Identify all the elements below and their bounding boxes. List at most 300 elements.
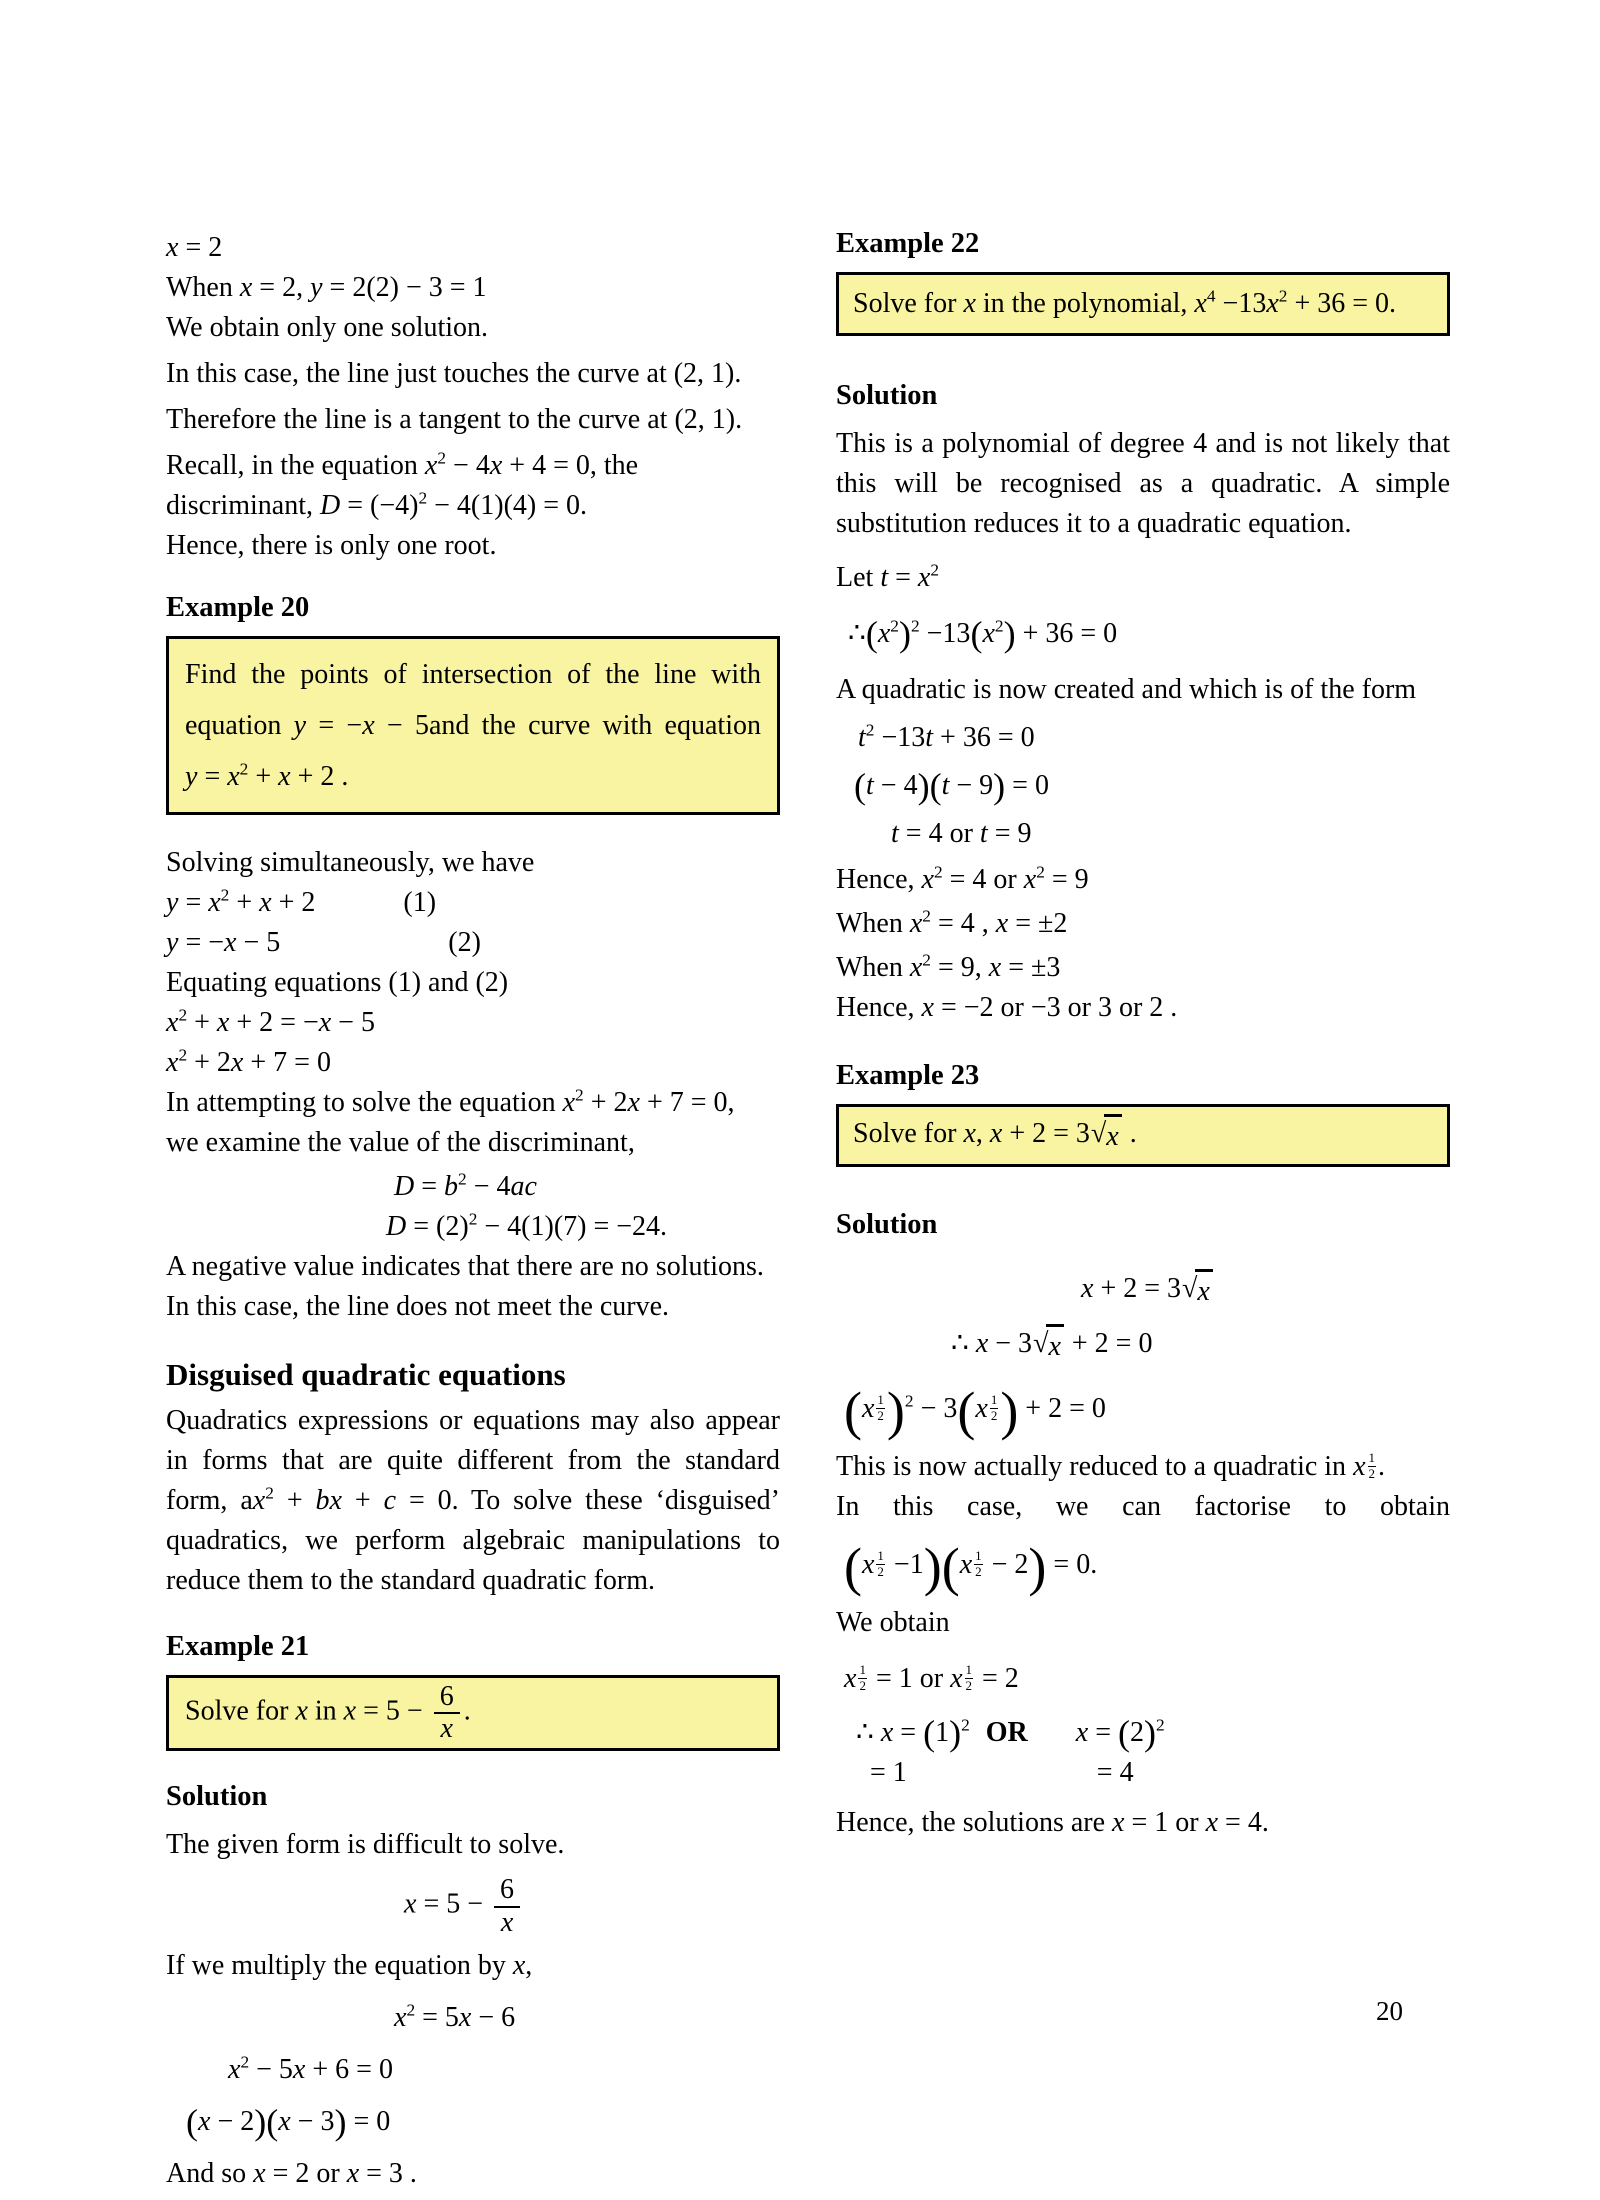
math-fraction: $\frac{6}{x}$	[494, 1875, 520, 1937]
math-text: b	[444, 1171, 459, 1202]
math-text: This is now actually reduced to a quadratic in	[836, 1451, 1354, 1482]
equation-line	[844, 1659, 1450, 1699]
math-text: discriminant,	[166, 490, 320, 521]
math-text: OR	[985, 1717, 1028, 1748]
math-text: Quadratics expressions or equations may also appear in forms that are quite different from the standard form, a	[166, 1405, 780, 1516]
math-text: 2	[418, 488, 428, 508]
math-text: x	[975, 1328, 989, 1359]
math-text: x	[562, 1087, 576, 1118]
math-text: ac	[510, 1171, 537, 1202]
math-text: = 0	[1005, 770, 1049, 801]
math-text: The given form is difficult to solve.	[166, 1829, 565, 1861]
math-text: Solve for	[853, 1118, 964, 1149]
equation-line	[854, 766, 1450, 806]
text-line	[166, 1083, 780, 1123]
math-text: A quadratic is now created and which is of the form	[836, 674, 1417, 705]
math-text: =	[893, 1717, 924, 1748]
text-line	[166, 1825, 780, 1865]
example-20-heading: Example 20	[166, 592, 310, 623]
math-text: = 4 or	[942, 864, 1024, 895]
math-text: − 2	[984, 1549, 1029, 1580]
math-text: ∴	[951, 1328, 976, 1359]
math-fraction: $\frac{6}{x}$	[434, 1682, 460, 1744]
math-text: ∴	[848, 618, 866, 649]
math-text: =	[414, 1171, 445, 1202]
math-text: = 2(2) − 3 = 1	[322, 272, 487, 303]
math-text: + 7 = 0	[243, 1047, 331, 1078]
math-text: + 2 = 0	[1018, 1393, 1106, 1424]
math-text: 2	[933, 862, 943, 882]
math-text: ,	[975, 1118, 990, 1149]
math-text: Hence,	[836, 992, 922, 1023]
text-line	[166, 268, 780, 308]
math-text: = 2 or	[265, 2157, 347, 2189]
math-text: x	[921, 864, 934, 895]
math-text: When	[166, 272, 240, 303]
math-text: x	[861, 1393, 875, 1424]
math-text: We obtain	[836, 1607, 950, 1638]
right-column	[836, 228, 1450, 1843]
math-text: equation	[185, 710, 294, 741]
equation-line	[836, 988, 1450, 1028]
math-text: 2	[178, 1045, 188, 1065]
math-text: x	[921, 992, 934, 1023]
math-text: + 6 = 0	[305, 2053, 393, 2085]
math-text: x	[963, 288, 976, 319]
math-text: + 2 .	[290, 761, 349, 792]
math-text: x	[995, 908, 1009, 939]
math-text: x	[166, 1007, 179, 1038]
math-text: x	[458, 2001, 472, 2033]
math-text: = 4.	[1218, 1807, 1269, 1838]
math-text: t	[891, 818, 899, 849]
math-text: + 36 = 0.	[1287, 288, 1397, 319]
equation-line	[836, 860, 1450, 900]
equation-line	[844, 1381, 1450, 1441]
math-text: x	[227, 761, 240, 792]
math-text: x	[228, 2053, 241, 2085]
math-text: Recall, in the equation	[166, 450, 425, 481]
math-text: x	[982, 618, 995, 649]
math-text: )	[898, 614, 911, 654]
equation-line	[858, 718, 1450, 758]
example-20-box	[166, 636, 780, 815]
text-line	[166, 228, 780, 268]
math-text: = 0. To solve these ‘disguised’ quadratics, we perform algebraic manipulations to reduce them to the standard quadratic form.	[166, 1485, 781, 1596]
math-text: − 4	[466, 1171, 511, 1202]
math-text: Find the points of intersection of the line with	[185, 659, 761, 690]
math-text: + 36 = 0	[1015, 618, 1118, 649]
math-text: 2	[994, 616, 1004, 636]
math-text: (1)	[403, 887, 437, 918]
solution-22-heading: Solution	[836, 380, 938, 411]
math-text: 2	[240, 2052, 250, 2072]
math-text: = −2 or −3 or 3 or 2 .	[933, 992, 1178, 1023]
equation-line	[836, 1753, 1450, 1793]
math-text: 2	[406, 2000, 416, 2020]
math-text: x	[959, 1549, 973, 1580]
math-text: x	[627, 1087, 640, 1118]
math-text: .	[463, 1695, 471, 1727]
math-text: D	[386, 1211, 407, 1242]
math-text: )	[1143, 1713, 1156, 1753]
math-text: (	[1117, 1713, 1130, 1753]
box-line	[853, 1114, 1433, 1157]
math-text: x	[394, 2001, 407, 2033]
math-text: = (−4)	[340, 490, 419, 521]
math-text: = 4 or	[898, 818, 980, 849]
text-line	[166, 354, 780, 394]
math-text: x	[950, 1663, 963, 1694]
math-text: 2	[865, 720, 875, 740]
math-text: x	[295, 1695, 308, 1727]
math-text: 2	[910, 616, 920, 636]
math-text: − 5	[236, 927, 281, 958]
math-text: (	[186, 2101, 198, 2142]
math-text: y	[166, 887, 179, 918]
equation-line	[891, 814, 1450, 854]
math-text: x	[1075, 1717, 1089, 1748]
text-line	[836, 1803, 1450, 1843]
math-text: x	[230, 1047, 244, 1078]
math-text: x	[844, 1663, 857, 1694]
math-text: 2	[930, 560, 940, 580]
math-text: −1	[886, 1549, 924, 1580]
math-text: (	[970, 614, 983, 654]
math-text: =	[197, 761, 228, 792]
math-text: A negative value indicates that there are no solutions.	[166, 1251, 764, 1282]
text-line	[166, 843, 780, 883]
example-23-box	[836, 1104, 1450, 1167]
math-text: − 5	[249, 2053, 293, 2085]
math-text: 2	[178, 1005, 188, 1025]
math-text: In attempting to solve the equation	[166, 1087, 563, 1118]
math-text: = 1 or	[868, 1663, 951, 1694]
example-21-box	[166, 1675, 780, 1751]
math-text: x	[1023, 864, 1037, 895]
math-text: )	[886, 1381, 905, 1441]
math-text: Solve for	[185, 1695, 296, 1727]
math-text: in the polynomial,	[975, 288, 1195, 319]
math-text: x	[259, 887, 272, 918]
math-text: (	[844, 1537, 862, 1597]
math-text: D	[319, 490, 341, 521]
math-text: This is a polynomial of degree 4 and is not likely that this will be recognised as a quadratic. A simple substitution reduces it to a quadratic equation.	[836, 428, 1450, 539]
example-22-heading: Example 22	[836, 228, 980, 259]
solution-22-paragraph	[836, 424, 1450, 544]
math-text: =	[178, 887, 209, 918]
math-text: )	[1028, 1537, 1047, 1597]
equation-line	[836, 558, 1450, 598]
math-text: = 9,	[930, 952, 989, 983]
math-text: we examine the value of the discriminant,	[166, 1127, 635, 1158]
math-text: = 1 or	[1124, 1807, 1206, 1838]
math-text: (	[941, 1537, 960, 1597]
disguised-paragraph	[166, 1401, 780, 1601]
math-text: x	[877, 618, 891, 649]
math-text: When	[836, 952, 910, 983]
math-text: x	[166, 1047, 179, 1078]
math-text: D	[394, 1171, 415, 1202]
math-text: 2	[1155, 1715, 1165, 1735]
math-text: Hence, the solutions are	[836, 1807, 1113, 1838]
box-line	[185, 649, 761, 700]
math-text: x	[1081, 1273, 1094, 1304]
example-21-heading: Example 21	[166, 1631, 310, 1662]
math-text: (	[865, 614, 878, 654]
math-text: x	[963, 1118, 976, 1149]
math-text: (	[844, 1381, 862, 1441]
math-text: = (2)	[406, 1211, 469, 1242]
math-text: = 5	[415, 2001, 459, 2033]
text-line	[836, 1603, 1450, 1643]
math-text: x	[1112, 1807, 1125, 1838]
math-text: = −	[178, 927, 225, 958]
box-line	[185, 1682, 761, 1744]
math-text: − 4	[446, 450, 490, 481]
equation-line	[394, 1167, 780, 1207]
math-text: 2	[961, 1715, 970, 1735]
math-text: .	[1378, 1451, 1385, 1482]
math-text: t	[979, 818, 988, 849]
math-text: = 2	[178, 232, 223, 263]
math-text: x	[424, 450, 438, 481]
math-text: x	[909, 952, 923, 983]
math-text: =	[888, 562, 918, 593]
disguised-section-heading: Disguised quadratic equations	[166, 1357, 566, 1392]
math-text: (	[957, 1381, 976, 1441]
left-column	[166, 228, 780, 2194]
math-text: 2	[1036, 862, 1045, 882]
math-text: t	[858, 722, 866, 753]
math-text: + 2 = 0	[1064, 1328, 1153, 1359]
math-text: t	[925, 722, 934, 753]
math-text: x	[239, 272, 253, 303]
math-text: )	[1000, 1381, 1019, 1441]
text-line	[166, 1123, 780, 1163]
math-text: y	[166, 927, 179, 958]
math-text: + 2 = −	[229, 1007, 319, 1038]
equation-line	[228, 2050, 780, 2090]
text-line	[166, 526, 780, 566]
text-line	[836, 1447, 1450, 1487]
math-text: 2	[239, 759, 249, 779]
math-text: x	[208, 887, 221, 918]
math-text: − 5and the curve with equation	[374, 710, 761, 741]
math-text: Solve for	[853, 288, 964, 319]
text-line	[166, 2154, 780, 2194]
math-text: = ±2	[1008, 908, 1068, 939]
math-text: )	[993, 766, 1006, 806]
math-text: x	[252, 1485, 266, 1516]
math-text: (2)	[448, 927, 481, 958]
math-text: = 9	[987, 818, 1032, 849]
solution-23-heading: Solution	[836, 1209, 938, 1240]
math-text: = 2,	[252, 272, 311, 303]
math-text: And so	[166, 2157, 254, 2189]
math-text: bx	[315, 1485, 342, 1516]
equation-line	[1081, 1269, 1450, 1312]
text-line	[166, 963, 780, 1003]
math-text: +	[248, 761, 279, 792]
box-line	[185, 751, 761, 802]
math-text: Therefore the line is a tangent to the curve at (2, 1).	[166, 404, 743, 435]
math-text: −13	[1215, 288, 1267, 319]
math-text: x	[278, 2105, 291, 2137]
example-22-box	[836, 272, 1450, 336]
math-text: + 2	[271, 887, 316, 918]
math-exponent-fraction: $\frac{1}{2}$	[975, 1548, 982, 1579]
square-root-symbol: √ x	[1182, 1269, 1213, 1312]
math-text: Hence,	[836, 864, 922, 895]
math-text: 2	[575, 1085, 584, 1105]
math-text: + 7 = 0,	[639, 1087, 735, 1118]
math-text: )	[917, 766, 930, 806]
math-text: y	[185, 761, 198, 792]
math-text: If we multiply the equation by	[166, 1949, 513, 1981]
math-text: 2	[468, 1209, 478, 1229]
math-exponent-fraction: $\frac{1}{2}$	[1368, 1450, 1375, 1481]
math-exponent-fraction: $\frac{1}{2}$	[877, 1548, 884, 1579]
math-text: ,	[525, 1949, 533, 1981]
math-text: =	[1088, 1717, 1118, 1748]
math-text: x	[198, 2105, 211, 2137]
math-text: −13	[919, 618, 971, 649]
equation-line	[166, 883, 780, 923]
box-line	[185, 700, 761, 751]
math-exponent-fraction: $\frac{1}{2}$	[965, 1662, 972, 1693]
text-line	[166, 1287, 780, 1327]
math-text: + 2	[583, 1087, 628, 1118]
math-text: Let	[836, 562, 881, 593]
math-text: + 4 = 0, the	[502, 450, 639, 481]
text-line	[166, 486, 780, 526]
math-text: x	[988, 952, 1002, 983]
math-text: + 2	[187, 1047, 231, 1078]
math-text: − 3	[988, 1328, 1033, 1359]
text-line	[836, 1487, 1450, 1527]
math-text: (	[266, 2101, 279, 2142]
text-line	[836, 670, 1450, 710]
math-text: )	[1003, 614, 1016, 654]
math-text: = ±3	[1001, 952, 1061, 983]
math-text: (	[923, 1713, 936, 1753]
math-text: 2	[437, 448, 447, 468]
math-text: y	[310, 272, 323, 303]
equation-line	[836, 948, 1450, 988]
math-text: x	[909, 908, 923, 939]
math-text: x	[1266, 288, 1279, 319]
math-text: 2	[458, 1169, 467, 1189]
math-text: c	[383, 1485, 397, 1516]
math-text: )	[923, 1537, 942, 1597]
square-root-symbol: √ x	[1033, 1324, 1064, 1367]
equation-line	[844, 1537, 1450, 1597]
equation-line	[386, 1207, 780, 1247]
math-text: 4	[1206, 286, 1216, 306]
text-line	[166, 1946, 780, 1986]
math-text: − 2	[210, 2105, 255, 2137]
math-text: 2	[1129, 1717, 1144, 1748]
example-23-heading: Example 23	[836, 1060, 980, 1091]
text-line	[166, 400, 780, 440]
math-text: (	[854, 766, 866, 806]
equation-line	[848, 614, 1450, 654]
math-text: 2	[220, 885, 230, 905]
math-text: x	[989, 1118, 1003, 1149]
math-text: 2	[890, 616, 899, 636]
math-text: x	[318, 1007, 332, 1038]
math-text: t	[880, 562, 889, 593]
equation-line	[404, 1875, 780, 1937]
math-text: x	[253, 2157, 266, 2189]
math-text: +	[187, 1007, 217, 1038]
math-text: 2	[904, 1391, 914, 1411]
equation-line	[166, 1003, 780, 1043]
math-text: = 4 ,	[930, 908, 996, 939]
math-text: )	[254, 2101, 267, 2142]
math-text: In this case, the line does not meet the curve.	[166, 1291, 670, 1322]
math-text: + 36 = 0	[933, 722, 1035, 753]
equation-line	[186, 2102, 780, 2142]
math-text: We obtain only one solution.	[166, 312, 489, 343]
math-text: x	[1353, 1451, 1366, 1482]
math-exponent-fraction: $\frac{1}{2}$	[877, 1392, 884, 1423]
math-text: x	[404, 1889, 417, 1921]
math-text: x	[861, 1549, 875, 1580]
math-text: x	[489, 450, 503, 481]
math-text: In this case, the line just touches the curve at (2, 1).	[166, 358, 742, 389]
math-text: Hence, there is only one root.	[166, 530, 497, 561]
math-text: x	[1194, 288, 1207, 319]
math-text: − 3	[290, 2105, 335, 2137]
equation-line	[836, 904, 1450, 944]
math-text: = 0	[346, 2105, 391, 2137]
math-text: = 0.	[1046, 1549, 1098, 1580]
text-line	[166, 1247, 780, 1287]
equation-line	[166, 923, 780, 963]
math-text: in	[307, 1695, 344, 1727]
math-text: x	[880, 1717, 894, 1748]
page-number: 20	[1376, 1996, 1403, 2026]
math-text: x	[362, 710, 375, 741]
math-text: + 2 = 3	[1093, 1273, 1182, 1304]
math-text: x	[917, 562, 931, 593]
math-text: x	[278, 761, 291, 792]
math-text: y	[293, 710, 307, 741]
solution-21-heading: Solution	[166, 1781, 268, 1813]
text-line	[166, 308, 780, 348]
math-text: ∴	[856, 1717, 881, 1748]
math-text: − 4(1)(7) = −24.	[477, 1211, 668, 1242]
square-root-symbol: √ x	[1091, 1114, 1122, 1157]
math-text: When	[836, 908, 910, 939]
box-line	[853, 284, 1433, 324]
math-text: = 3 .	[359, 2157, 417, 2189]
math-text: = 5 −	[356, 1695, 430, 1727]
math-text: 2	[922, 950, 931, 970]
equation-line	[394, 1998, 780, 2038]
math-text: .	[1122, 1118, 1137, 1149]
equation-line	[951, 1324, 1450, 1367]
text-line	[166, 446, 780, 486]
math-text: = 9	[1044, 864, 1089, 895]
math-text: In this case, we can factorise to obtain	[836, 1491, 1450, 1522]
math-text: = −	[306, 710, 363, 741]
math-text: − 5	[331, 1007, 375, 1038]
math-text: +	[229, 887, 260, 918]
math-text: x	[216, 1007, 230, 1038]
